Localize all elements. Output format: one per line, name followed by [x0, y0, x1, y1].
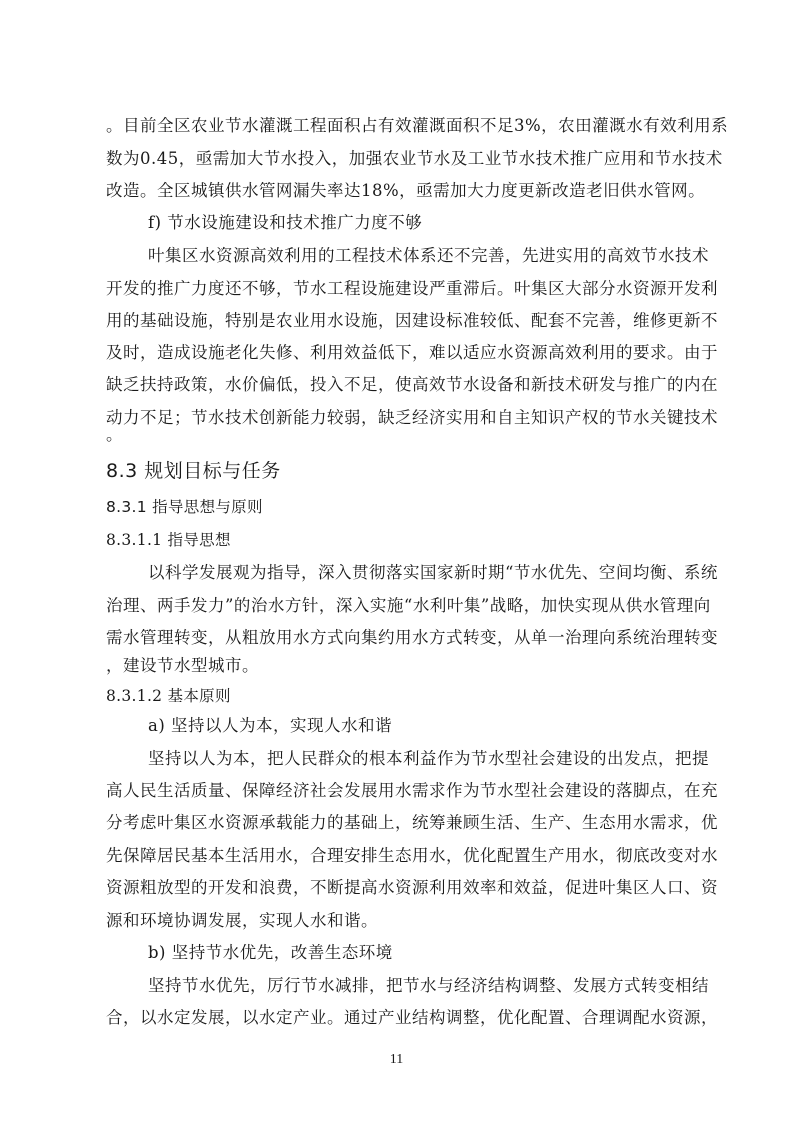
subsubsection-heading: 8.3.1.1 指导思想	[106, 531, 231, 549]
body-text-line: 源和环境协调发展，实现人水和谐。	[106, 911, 378, 930]
body-text-line: 。目前全区农业节水灌溉工程面积占有效灌溉面积不足3%，农田灌溉水有效利用系	[106, 116, 729, 135]
subsubsection-heading: 8.3.1.2 基本原则	[106, 687, 231, 705]
body-text-line: 用的基础设施，特别是农业用水设施，因建设标准较低、配套不完善，维修更新不	[106, 311, 718, 330]
paragraph-first-line: 叶集区水资源高效利用的工程技术体系还不完善，先进实用的高效节水技术	[148, 246, 709, 265]
body-text-line: 分考虑叶集区水资源承载能力的基础上，统筹兼顾生活、生产、生态用水需求，优	[106, 813, 718, 832]
body-text-line: 合，以水定发展，以水定产业。通过产业结构调整，优化配置、合理调配水资源，	[106, 1008, 718, 1027]
paragraph-first-line: 以科学发展观为指导，深入贯彻落实国家新时期“节水优先、空间均衡、系统	[148, 563, 718, 582]
paragraph-first-line: 坚持以人为本，把人民群众的根本利益作为节水型社会建设的出发点，把提	[148, 749, 709, 768]
section-heading: 8.3 规划目标与任务	[106, 460, 281, 482]
body-text-line: 数为0.45，亟需加大节水投入，加强农业节水及工业节水技术推广应用和节水技术	[106, 149, 723, 168]
subsection-item-heading: a) 坚持以人为本，实现人水和谐	[148, 716, 393, 735]
body-text-line: 缺乏扶持政策，水价偏低，投入不足，使高效节水设备和新技术研发与推广的内在	[106, 375, 718, 394]
subsection-item-heading: b) 坚持节水优先，改善生态环境	[148, 943, 393, 962]
body-text-line: 。	[106, 425, 123, 444]
body-text-line: 及时，造成设施老化失修、利用效益低下，难以适应水资源高效利用的要求。由于	[106, 343, 718, 362]
paragraph-first-line: 坚持节水优先，厉行节水减排，把节水与经济结构调整、发展方式转变相结	[148, 976, 709, 995]
body-text-line: 资源粗放型的开发和浪费，不断提高水资源利用效率和效益，促进叶集区人口、资	[106, 878, 718, 897]
body-text-line: 高人民生活质量、保障经济社会发展用水需求作为节水型社会建设的落脚点，在充	[106, 781, 718, 800]
subsection-heading: 8.3.1 指导思想与原则	[106, 498, 263, 516]
body-text-line: 改造。全区城镇供水管网漏失率达18%，亟需加大力度更新改造老旧供水管网。	[106, 181, 706, 200]
body-text-line: 需水管理转变，从粗放用水方式向集约用水方式转变，从单一治理向系统治理转变	[106, 628, 718, 647]
body-text-line: 开发的推广力度还不够，节水工程设施建设严重滞后。叶集区大部分水资源开发利	[106, 279, 718, 298]
body-text-line: 先保障居民基本生活用水，合理安排生态用水，优化配置生产用水，彻底改变对水	[106, 846, 718, 865]
body-text-line: ，建设节水型城市。	[106, 656, 259, 675]
page-number: 11	[389, 1052, 404, 1067]
subsection-item-heading: f) 节水设施建设和技术推广力度不够	[148, 213, 423, 232]
body-text-line: 治理、两手发力”的治水方针，深入实施“水利叶集”战略，加快实现从供水管理向	[106, 596, 711, 615]
body-text-line: 动力不足；节水技术创新能力较弱，缺乏经济实用和自主知识产权的节水关键技术	[106, 408, 718, 427]
